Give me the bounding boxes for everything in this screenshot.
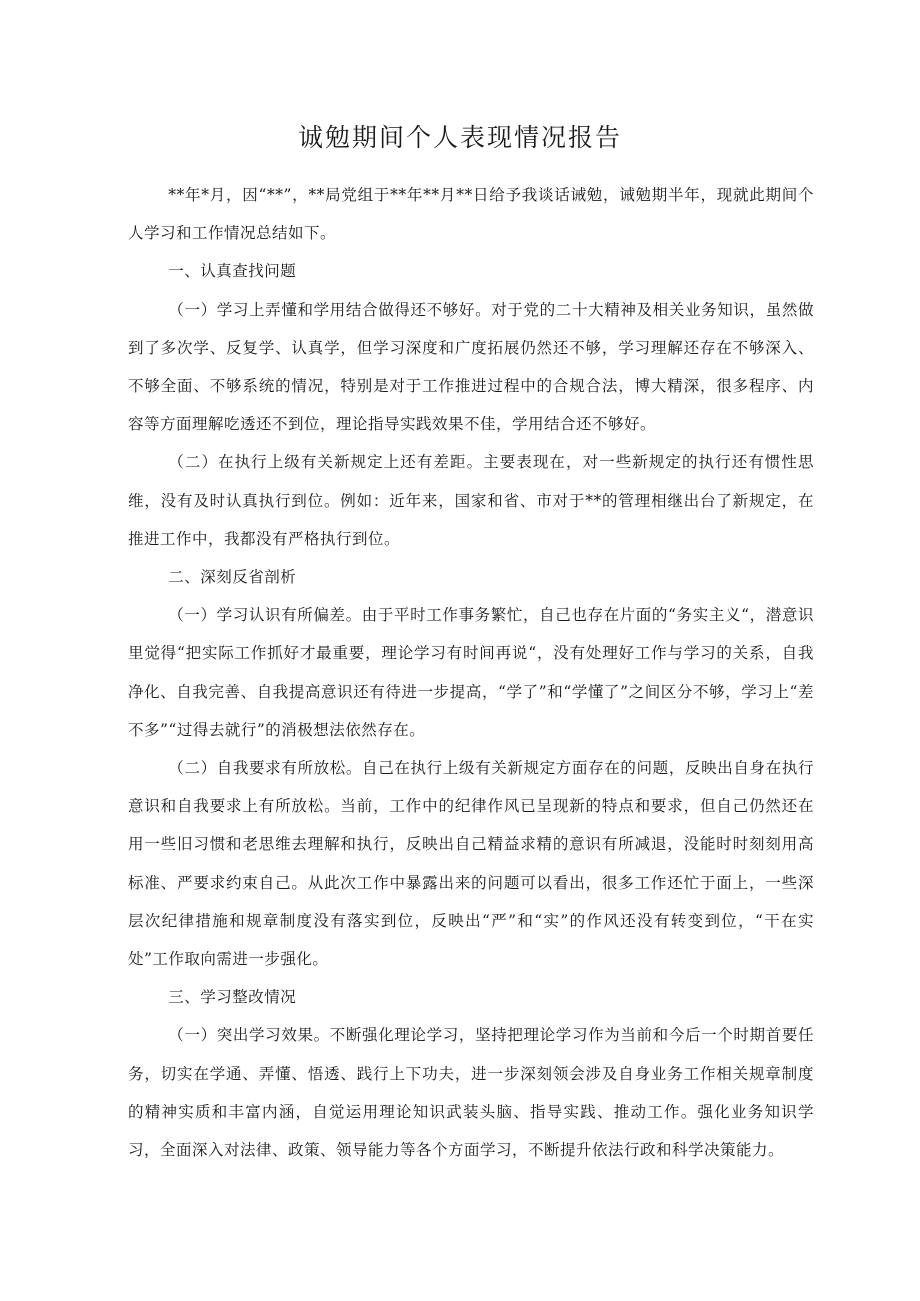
paragraph: （二）自我要求有所放松。自己在执行上级有关新规定方面存在的问题，反映出自身在执行意识和自我要求上有所放松。当前，工作中的纪律作风已呈现新的特点和要求，但自己仍然还在用一些旧习惯和老思维去理解和执行，反映出自己精益求精的意识有所减退，没能时时刻刻用高标准、严要求约束自己。从此次工作中暴露出来的问题可以看出，很多工作还忙于面上，一些深层次纪律措施和规章制度没有落实到位，反映出“严”和“实”的作风还没有转变到位，“干在实处”工作取向需进一步强化。 [128,759,814,969]
paragraph: （一）学习认识有所偏差。由于平时工作事务繁忙，自己也存在片面的“务实主义“，潜意识里觉得“把实际工作抓好才最重要，理论学习有时间再说“，没有处理好工作与学习的关系，自我净化、自我完善、自我提高意识还有待进一步提高，“学了”和“学懂了”之间区分不够，学习上“差不多”“过得去就行”的消极想法依然存在。 [128,606,814,739]
section-heading-1: 一、认真查找问题 [168,262,297,281]
paragraph: （一）突出学习效果。不断强化理论学习，坚持把理论学习作为当前和今后一个时期首要任务，切实在学通、弄懂、悟透、践行上下功夫，进一步深刻领会涉及自身业务工作相关规章制度的精神实质和丰富内涵，自觉运用理论知识武装头脑、指导实践、推动工作。强化业务知识学习，全面深入对法律、政策、领导能力等各个方面学习，不断提升依法行政和科学决策能力。 [128,1026,814,1160]
section-heading-3: 三、学习整改情况 [168,988,297,1007]
intro-paragraph: **年*月，因“**”，**局党组于**年**月**日给予我谈话诫勉，诫勉期半年，现就此期间个人学习和工作情况总结如下。 [128,186,814,243]
section-heading-2: 二、深刻反省剖析 [168,568,297,587]
paragraph: （二）在执行上级有关新规定上还有差距。主要表现在，对一些新规定的执行还有惯性思维，没有及时认真执行到位。例如：近年来，国家和省、市对于**的管理相继出台了新规定，在推进工作中，我都没有严格执行到位。 [128,453,814,548]
document-body [128,176,814,1169]
document-title: 诚勉期间个人表现情况报告 [297,123,622,152]
paragraph: （一）学习上弄懂和学用结合做得还不够好。对于党的二十大精神及相关业务知识，虽然做到了多次学、反复学、认真学，但学习深度和广度拓展仍然还不够，学习理解还存在不够深入、不够全面、不够系统的情况，特别是对于工作推进过程中的合规合法，博大精深，很多程序、内容等方面理解吃透还不到位，理论指导实践效果不佳，学用结合还不够好。 [128,300,814,434]
